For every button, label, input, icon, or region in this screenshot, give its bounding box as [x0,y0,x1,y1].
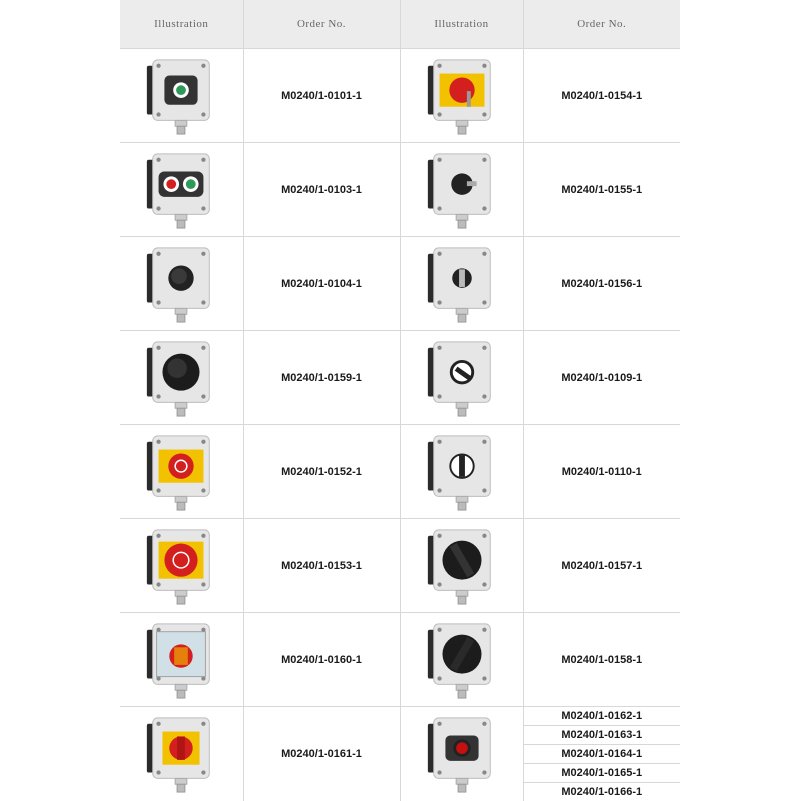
illustration-cell [120,49,243,143]
header-order-no-right: Order No. [523,0,680,49]
covered-emergency-stop-station-icon [142,620,220,700]
order-number: M0240/1-0155-1 [523,143,680,237]
selector-switch-station-icon [423,338,501,418]
illustration-cell [400,425,523,519]
order-number: M0240/1-0162-1 [524,707,681,726]
small-emergency-stop-station-icon [142,432,220,512]
header-illustration-right: Illustration [400,0,523,49]
order-number: M0240/1-0160-1 [243,613,400,707]
illustration-cell [120,707,243,801]
header-illustration-left: Illustration [120,0,243,49]
order-number: M0240/1-0101-1 [243,49,400,143]
double-pushbutton-station-icon [142,150,220,230]
order-number: M0240/1-0157-1 [523,519,680,613]
table-row [120,707,680,801]
black-pushbutton-station-icon [142,244,220,324]
green-pushbutton-station-icon [142,56,220,136]
order-number: M0240/1-0153-1 [243,519,400,613]
illustration-cell [120,425,243,519]
table-row [120,519,680,613]
order-number: M0240/1-0166-1 [524,783,681,801]
order-number: M0240/1-0159-1 [243,331,400,425]
illustration-cell [120,237,243,331]
order-number: M0240/1-0103-1 [243,143,400,237]
table-row [120,237,680,331]
order-number: M0240/1-0161-1 [243,707,400,801]
order-number: M0240/1-0152-1 [243,425,400,519]
order-number: M0240/1-0109-1 [523,331,680,425]
indicator-light-station-icon [423,714,501,794]
key-switch-station-icon [423,150,501,230]
table-row [120,143,680,237]
illustration-cell [120,519,243,613]
order-number: M0240/1-0110-1 [523,425,680,519]
illustration-cell [120,613,243,707]
order-number: M0240/1-0158-1 [523,613,680,707]
main-switch-station-icon [142,714,220,794]
order-number: M0240/1-0104-1 [243,237,400,331]
header-order-no-left: Order No. [243,0,400,49]
table-row [120,425,680,519]
black-mushroom-station-icon [142,338,220,418]
illustration-cell [400,331,523,425]
illustration-cell [400,49,523,143]
product-table [120,0,680,801]
table-header-row [120,0,680,49]
order-number-list [523,707,680,801]
illustration-cell [400,237,523,331]
illustration-cell [400,613,523,707]
illustration-cell [120,331,243,425]
order-number: M0240/1-0163-1 [524,726,681,745]
table-row [120,613,680,707]
order-number: M0240/1-0164-1 [524,745,681,764]
order-number: M0240/1-0156-1 [523,237,680,331]
order-number: M0240/1-0154-1 [523,49,680,143]
order-number: M0240/1-0165-1 [524,764,681,783]
table-row [120,49,680,143]
illustration-cell [400,707,523,801]
rotary-handle-station-icon [423,620,501,700]
illustration-cell [120,143,243,237]
large-rotary-knob-station-icon [423,526,501,606]
illustration-cell [400,143,523,237]
large-emergency-stop-station-icon [142,526,220,606]
key-selector-station-icon [423,244,501,324]
table-row [120,331,680,425]
rotary-switch-station-icon [423,432,501,512]
illustration-cell [400,519,523,613]
key-emergency-stop-yellow-station-icon [423,56,501,136]
